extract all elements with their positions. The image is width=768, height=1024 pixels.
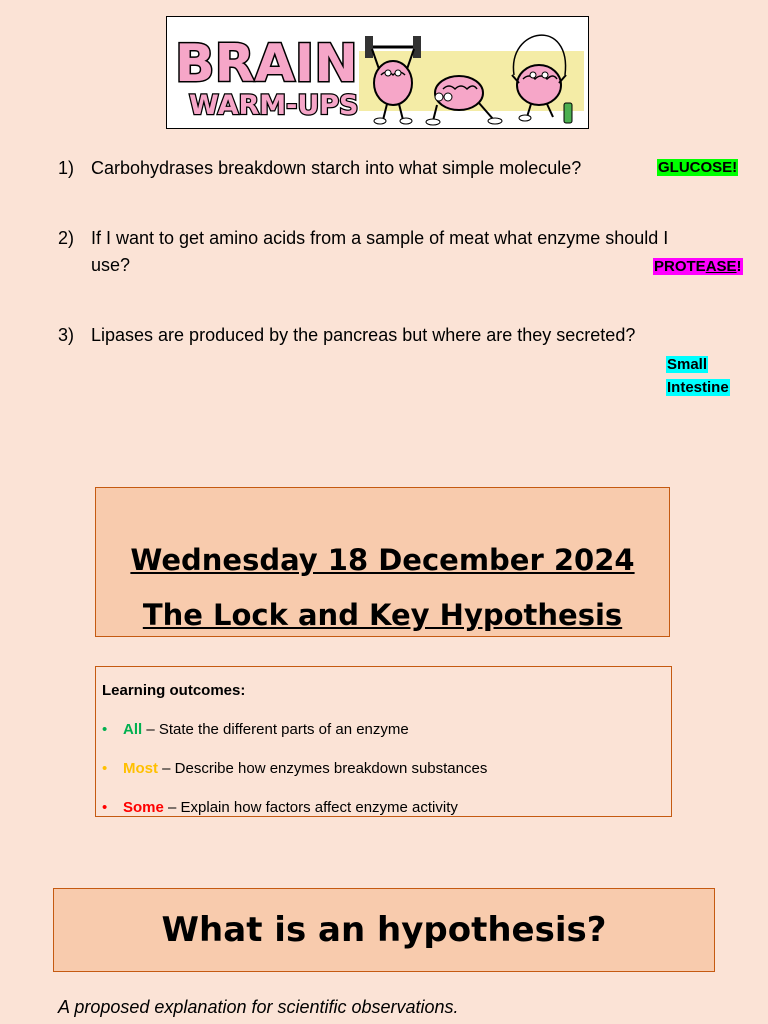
question-number: 3) bbox=[58, 325, 75, 345]
outcome-level: Some bbox=[123, 799, 164, 816]
answer-2-prefix: PROTE bbox=[654, 258, 706, 275]
lesson-topic: The Lock and Key Hypothesis bbox=[142, 598, 623, 632]
answer-3-line1: Small bbox=[667, 356, 708, 373]
brain-warm-ups-banner bbox=[166, 16, 589, 129]
answer-2 bbox=[653, 256, 743, 278]
hypothesis-question: What is an hypothesis? bbox=[161, 910, 607, 950]
answer-3 bbox=[666, 354, 730, 399]
hypothesis-question-box bbox=[53, 888, 715, 972]
bullet-icon: • bbox=[102, 799, 108, 816]
learning-outcome-some bbox=[102, 799, 458, 816]
brain-warm-ups-illustration bbox=[167, 17, 588, 128]
lesson-date: Wednesday 18 December 2024 bbox=[130, 543, 635, 577]
question-text: Lipases are produced by the pancreas but where are they secreted? bbox=[91, 325, 636, 345]
answer-2-mark: ! bbox=[736, 258, 742, 275]
hypothesis-definition: A proposed explanation for scientific observations. bbox=[58, 997, 459, 1017]
learning-outcomes-heading: Learning outcomes: bbox=[102, 682, 246, 699]
learning-outcome-most bbox=[102, 760, 487, 777]
outcome-text: – State the different parts of an enzyme bbox=[142, 721, 409, 738]
banner-title-warm-ups: WARM-UPS bbox=[189, 90, 359, 121]
learning-outcomes-box bbox=[95, 666, 672, 817]
banner-title-brain: BRAIN bbox=[175, 34, 358, 94]
learning-outcome-all bbox=[102, 721, 409, 738]
outcome-text: – Describe how enzymes breakdown substances bbox=[158, 760, 488, 777]
lesson-title-box bbox=[95, 487, 670, 637]
answer-3-line2: Intestine bbox=[667, 379, 729, 396]
water-bottle-icon bbox=[564, 103, 572, 123]
question-text: Carbohydrases breakdown starch into what simple molecule? bbox=[91, 158, 582, 178]
answer-2-suffix: ASE bbox=[705, 258, 737, 275]
outcome-text: – Explain how factors affect enzyme activity bbox=[163, 799, 458, 816]
bullet-icon: • bbox=[102, 721, 108, 738]
question-number: 1) bbox=[58, 158, 75, 178]
answer-1 bbox=[657, 157, 738, 179]
bullet-icon: • bbox=[102, 760, 108, 777]
outcome-level: All bbox=[123, 721, 143, 738]
answer-1-text: GLUCOSE! bbox=[658, 159, 738, 176]
question-number: 2) bbox=[58, 228, 75, 248]
outcome-level: Most bbox=[123, 760, 158, 777]
question-text: If I want to get amino acids from a sample of meat what enzyme should I use? bbox=[91, 228, 669, 275]
